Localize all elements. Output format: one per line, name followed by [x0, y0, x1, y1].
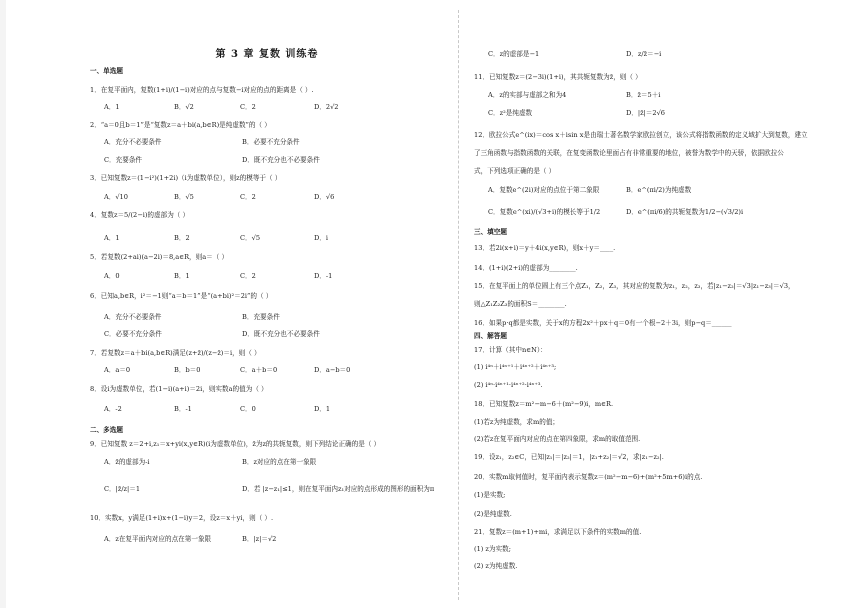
question-text: (1)若z为纯虚数，求m的值； [474, 418, 560, 426]
question-text: 20．实数m取何值时，复平面内表示复数z＝(m²−m−6)+(m²+5m+6)i的点. [474, 473, 703, 481]
option-b: B．b＝0 [174, 366, 201, 374]
option-d: D．既不充分也不必要条件 [242, 330, 320, 338]
option-d: D．√6 [314, 193, 335, 201]
option-b: B．必要不充分条件 [242, 138, 300, 146]
question-text: 2．“a＝0且b＝1”是“复数z＝a＋bi(a,b∈R)是纯虚数”的（ ） [90, 121, 271, 129]
option-c: C．a＋b＝0 [240, 366, 278, 374]
option-c: C．2 [240, 193, 256, 201]
question-text: (2) i⁴ⁿ·i⁴ⁿ⁺¹·i⁴ⁿ⁺²·i⁴ⁿ⁺³. [474, 381, 543, 389]
question-text: 6．已知a,b∈R，i²＝−1则“a＝b＝1”是“(a+bi)²＝2i”的（ ） [90, 292, 273, 300]
question-text: 10．实数x，y满足(1+i)x+(1−i)y＝2，设z＝x＋yi，则（ ）. [90, 514, 274, 522]
question-text: (2) z为纯虚数. [474, 562, 518, 570]
option-a: A．0 [104, 272, 120, 280]
question-text: 11．已知复数z＝(2−3i)(1+i)，其共轭复数为z̄，则（ ） [474, 73, 642, 81]
option-b: B．2 [174, 234, 190, 242]
section-heading: 二、多选题 [90, 426, 123, 434]
question-text: (1)是实数; [474, 491, 506, 499]
option-c: C．0 [240, 405, 256, 413]
column-divider [458, 10, 460, 600]
option-b: B．√5 [174, 193, 194, 201]
option-a: A．充分不必要条件 [104, 138, 162, 146]
section-heading: 三、填空题 [474, 228, 507, 236]
option-c: C．充要条件 [104, 156, 143, 164]
page-title: 第 3 章 复数 训练卷 [215, 49, 319, 60]
question-text: 13．若2i(x+i)＝y＋4i(x,y∈R)，则x＋y＝____. [474, 244, 616, 252]
option-b: B．充要条件 [242, 313, 280, 321]
option-c: C．2 [240, 272, 256, 280]
question-text: 7．若复数z＝a＋bi(a,b∈R)满足(z+z̄)/(z−z̄)＝i，则（ ） [90, 349, 261, 357]
option-a: A．√10 [104, 193, 128, 201]
option-d: D．a−b＝0 [314, 366, 351, 374]
question-text: 5．若复数(2+ai)(a−2i)＝8,a∈R，则a＝（ ） [90, 253, 229, 261]
question-text: 16．如果p·q都是实数，关于x的方程2x²＋px＋q＝0有一个根−2＋3i，则p−q＝______ [474, 319, 732, 327]
section-heading: 四、解答题 [474, 332, 507, 340]
option-c: C．必要不充分条件 [104, 330, 162, 338]
option-b: B．z对应的点在第一象限 [242, 458, 317, 466]
option-b: B．√2 [174, 103, 194, 111]
question-text: 9．已知复数 z＝2+i,z₁＝x+yi(x,y∈R)(i为虚数单位)，z̄为z的共轭复数，则下列结论正确的是（ ） [90, 440, 381, 448]
question-text: (1) z为实数; [474, 545, 511, 553]
question-text: 12．欧拉公式e^(ix)＝cos x＋isin x是由瑞士著名数学家欧拉创立，该公式将指数函数的定义域扩大到复数，建立 [474, 131, 808, 139]
option-d: D．2√2 [314, 103, 339, 111]
question-text: 19．设z₁，z₂∈C，已知|z₁|＝|z₂|＝1，|z₁+z₂|＝√2，求|z₁−z₂|. [474, 453, 664, 461]
option-b: B．1 [174, 272, 190, 280]
option-d: D．e^(πi/6)的共轭复数为1/2−(√3/2)i [626, 208, 744, 216]
option-b: B．e^(πi/2)为纯虚数 [626, 186, 692, 194]
question-text: 了三角函数与指数函数的关联，在复变函数论里面占有非常重要的地位，被誉为数学中的天骄，依据欧拉公 [474, 149, 784, 157]
option-c: C．2 [240, 103, 256, 111]
option-d: D．若 |z−z₁|≤1，则在复平面内z₁对应的点形成的图形的面积为π [242, 485, 435, 493]
option-c: C．z的虚部是−1 [488, 50, 540, 58]
option-c: C．√5 [240, 234, 261, 242]
question-text: 14．(1+i)(2+i)的虚部为________. [474, 264, 578, 272]
question-text: 式，下列选项正确的是（ ） [474, 167, 556, 175]
option-a: A．z̄的虚部为-i [104, 458, 150, 466]
question-text: (2)若z在复平面内对应的点在第四象限，求m的取值范围. [474, 435, 641, 443]
question-text: 1．在复平面内，复数(1+i)/(1−i)对应的点与复数−i对应的点的距离是（ ）. [90, 86, 314, 94]
question-text: 则△Z₁Z₂Z₃的面积S＝________. [474, 300, 567, 308]
option-d: D．|z̄|＝2√6 [626, 109, 665, 117]
option-d: D．z/z̄＝−i [626, 50, 662, 58]
option-c: C．复数e^(xi)/(√3+i)的模长等于1/2 [488, 208, 601, 216]
option-c: C．|z̄/z|＝1 [104, 485, 141, 493]
question-text: 15．在复平面上的单位圆上有三个点Z₁，Z₂，Z₃，其对应的复数为z₁，z₂，z₃，若|z₁−z₂|＝√3|z₁−z₃|＝√3， [474, 282, 795, 290]
question-text: 18．已知复数z＝m²−m−6＋(m²−9)i，m∈R. [474, 400, 614, 408]
section-heading: 一、单选题 [90, 67, 123, 75]
option-b: B．z̄＝5＋i [626, 91, 661, 99]
option-c: C．z²是纯虚数 [488, 109, 533, 117]
option-a: A．复数e^(2i)对应的点位于第二象限 [488, 186, 600, 194]
question-text: (2)是纯虚数. [474, 510, 512, 518]
option-d: D．-1 [314, 272, 333, 280]
question-text: 3．已知复数z＝(1−i²)(1+2i)（i为虚数单位），则z的模等于（ ） [90, 174, 282, 182]
option-a: A．1 [104, 234, 120, 242]
option-a: A．z的实部与虚部之和为4 [488, 91, 567, 99]
option-d: D．i [314, 234, 328, 242]
option-a: A．充分不必要条件 [104, 313, 162, 321]
option-a: A．a＝0 [104, 366, 131, 374]
option-a: A．z在复平面内对应的点在第一象限 [104, 535, 212, 543]
question-text: 17．计算（其中n∈N）： [474, 346, 547, 354]
option-b: B．-1 [174, 405, 192, 413]
question-text: 21．复数z＝(m+1)+mi，求满足以下条件的实数m的值. [474, 528, 642, 536]
option-a: A．-2 [104, 405, 122, 413]
question-text: 8．设i为虚数单位，若(1−i)(a+i)＝2i，则实数a的值为（ ） [90, 385, 268, 393]
question-text: 4．复数z＝5/(2−i)的虚部为（ ） [90, 211, 190, 219]
option-d: D．既不充分也不必要条件 [242, 156, 320, 164]
option-a: A．1 [104, 103, 120, 111]
option-b: B．|z|＝√2 [242, 535, 277, 543]
left-margin [0, 0, 6, 608]
option-d: D．1 [314, 405, 331, 413]
question-text: (1) i⁴ⁿ＋i⁴ⁿ⁺¹＋i⁴ⁿ⁺²＋i⁴ⁿ⁺³; [474, 363, 557, 371]
